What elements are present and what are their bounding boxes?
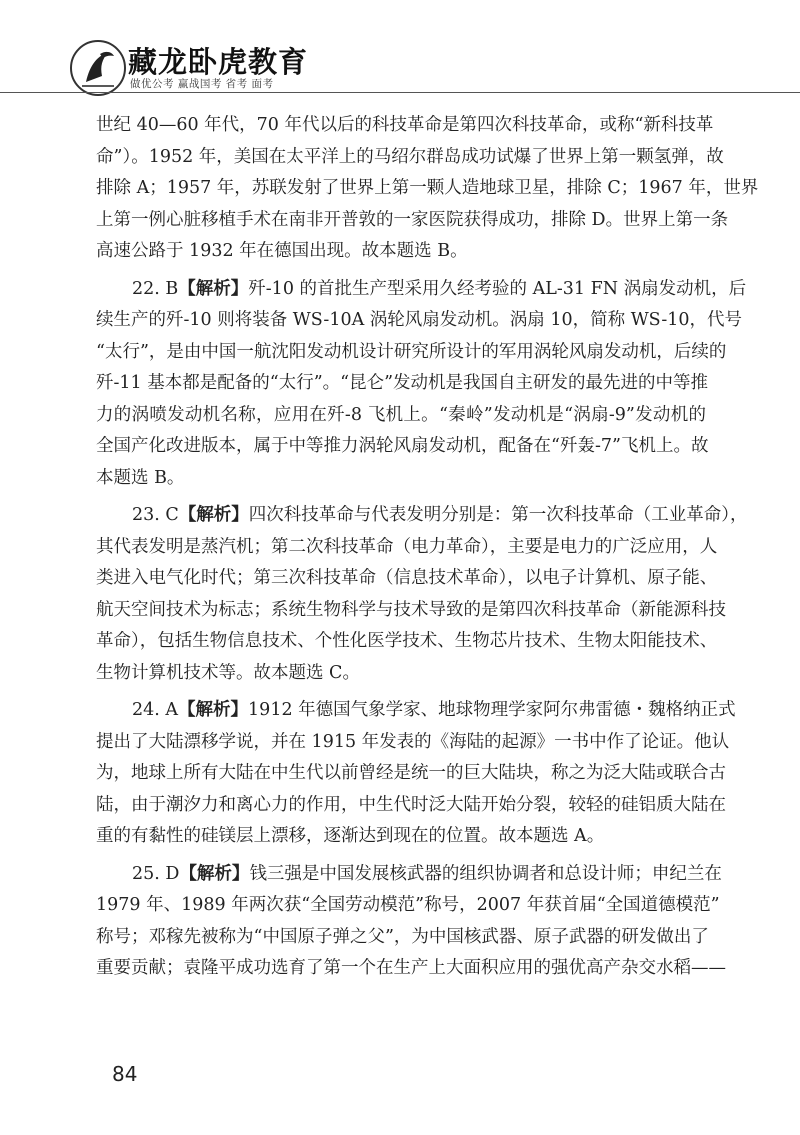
text-line: 上第一例心脏移植手术在南非开普敦的一家医院获得成功，排除 D。世界上第一条 (96, 209, 729, 230)
brand-name: 藏龙卧虎教育 (128, 45, 309, 79)
text-line: 为，地球上所有大陆在中生代以前曾经是统一的巨大陆块，称之为泛大陆或联合古 (96, 763, 726, 783)
text-line: 世纪 40—60 年代，70 年代以后的科技革命是第四次科技革命，或称“新科技革 (96, 115, 714, 135)
answer-number: 23. C (132, 505, 179, 525)
analysis-tag: 【解析】 (178, 505, 249, 525)
header-divider (0, 92, 800, 93)
answer-item-22 (96, 274, 747, 495)
answer-number: 25. D (132, 863, 180, 884)
text-line: 重的有黏性的硅镁层上漂移，逐渐达到现在的位置。故本题选 A。 (96, 826, 605, 846)
answer-explanations (96, 110, 759, 985)
answer-number: 22. B (132, 278, 179, 299)
text-line: 重要贡献；袁隆平成功选育了第一个在生产上大面积应用的强优高产杂交水稻—— (96, 958, 726, 978)
answer-text: 歼-10 的首批生产型采用久经考验的 AL-31 FN 涡扇发动机，后 (248, 278, 747, 299)
text-line: 续生产的歼-10 则将装备 WS-10A 涡轮风扇发动机。涡扇 10，简称 WS-10，代号 (96, 310, 742, 330)
answer-number: 24. A (132, 700, 179, 720)
text-line: 本题选 B。 (96, 467, 185, 488)
answer-first-line (96, 500, 748, 532)
text-line: 称号；邓稼先被称为“中国原子弹之父”，为中国核武器、原子武器的研发做出了 (96, 926, 709, 947)
analysis-tag: 【解析】 (178, 278, 249, 299)
text-line: 革命），包括生物信息技术、个性化医学技术、生物芯片技术、生物太阳能技术、 (96, 631, 718, 651)
text-line: “太行”，是由中国一航沈阳发动机设计研究所设计的军用涡轮风扇发动机，后续的 (96, 341, 727, 362)
answer-text: 四次科技革命与代表发明分别是：第一次科技革命（工业革命）， (248, 505, 748, 525)
text-line: 生物计算机技术等。故本题选 C。 (96, 662, 360, 683)
answer-text: 钱三强是中国发展核武器的组织协调者和总设计师；申纪兰在 (249, 863, 722, 884)
answer-item-24 (96, 695, 736, 853)
paragraph-continuation (96, 110, 759, 268)
answer-item-25 (96, 859, 726, 985)
text-line: 其代表发明是蒸汽机；第二次科技革命（电力革命），主要是电力的广泛应用，人 (96, 536, 718, 557)
answer-item-23 (96, 500, 748, 689)
brand-tagline: 做优公考 赢战国考 省考 面考 (130, 78, 274, 90)
text-line: 类进入电气化时代；第三次科技革命（信息技术革命），以电子计算机、原子能、 (96, 568, 718, 588)
text-line: 陆，由于潮汐力和离心力的作用，中生代时泛大陆开始分裂，较轻的硅铝质大陆在 (96, 794, 726, 815)
page-header (0, 0, 800, 96)
analysis-tag: 【解析】 (179, 863, 250, 884)
text-line: 航天空间技术为标志；系统生物科学与技术导致的是第四次科技革命（新能源科技 (96, 599, 726, 620)
text-line: 力的涡喷发动机名称，应用在歼-8 飞机上。“秦岭”发动机是“涡扇-9”发动机的 (96, 404, 706, 425)
text-line: 全国产化改进版本，属于中等推力涡轮风扇发动机，配备在“歼轰-7”飞机上。故 (96, 436, 709, 456)
text-line: 提出了大陆漂移学说，并在 1915 年发表的《海陆的起源》一书中作了论证。他认 (96, 731, 730, 752)
answer-first-line (96, 859, 722, 891)
dragon-tiger-logo-icon (72, 42, 124, 94)
text-line: 命”）。1952 年，美国在太平洋上的马绍尔群岛成功试爆了世界上第一颗氢弹，故 (96, 146, 724, 167)
text-line: 歼-11 基本都是配备的“太行”。“昆仑”发动机是我国自主研发的最先进的中等推 (96, 373, 709, 393)
text-line: 1979 年、1989 年两次获“全国劳动模范”称号，2007 年获首届“全国道德模范” (96, 895, 720, 915)
answer-first-line (96, 695, 736, 727)
page-number: 84 (112, 1062, 138, 1086)
text-line: 排除 A；1957 年，苏联发射了世界上第一颗人造地球卫星，排除 C；1967 年，世界 (96, 178, 759, 198)
text-line: 高速公路于 1932 年在德国出现。故本题选 B。 (96, 241, 468, 261)
brand-logo (70, 40, 126, 96)
analysis-tag: 【解析】 (178, 700, 249, 720)
answer-first-line (96, 274, 747, 306)
answer-text: 1912 年德国气象学家、地球物理学家阿尔弗雷德・魏格纳正式 (248, 700, 736, 720)
